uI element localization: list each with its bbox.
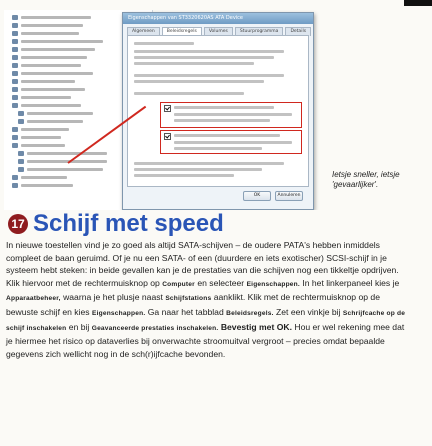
corner-tab	[404, 0, 432, 6]
body-text-part: In nieuwe toestellen vind je zo goed als altijd SATA-schijven – de oudere PATA's hebben inmiddels compleet de baan geruimd. Of je nu een SATA- of een (duurdere en iets exotischer) SCSI-schijf in je systeem hebt steken: in beide gevallen kan je de prestaties van die schijven nog een tikkeltje opdrijven. Klik hiervoor met de rechtermuisknop op	[6, 240, 399, 288]
body-text-part: Bevestig met	[220, 321, 275, 332]
body-text-part: en bij	[68, 321, 90, 332]
tree-row	[12, 134, 61, 141]
ui-term: Beleidsregels.	[226, 309, 274, 317]
tree-row	[12, 78, 75, 85]
tab-general[interactable]: Algemeen	[127, 27, 160, 36]
body-text-part: Hou er wel rekening mee dat je hiermee het risico op dataverlies bij onverwachte stroomuitval vergroot – precies omdat bepaalde gegevens zich wellicht nog in de sch(r)ijfcache bevonden.	[6, 321, 405, 359]
ui-term: Apparaatbeheer,	[6, 295, 61, 303]
dialog-title: Eigenschappen van ST3320620AS ATA Device	[123, 13, 313, 24]
tab-driver[interactable]: Stuurprogramma	[235, 27, 284, 36]
body-text	[6, 239, 406, 360]
tree-row	[18, 158, 107, 165]
text-line	[174, 134, 280, 137]
tree-row	[12, 142, 65, 149]
ui-term: Eigenschappen.	[246, 280, 300, 288]
tree-row	[12, 86, 85, 93]
text-line	[174, 141, 292, 144]
policies-panel	[127, 35, 309, 187]
text-line	[174, 113, 292, 116]
body-text-part: In het linkerpaneel kies je	[302, 277, 400, 288]
ok-button[interactable]: OK	[243, 191, 271, 201]
ui-term: Schrijfcache op de schijf inschakelen	[6, 309, 406, 332]
body-text-part: Ga naar het tabblad	[147, 306, 224, 317]
tree-row	[12, 126, 69, 133]
ui-term: Schijfstations	[165, 295, 212, 303]
text-line	[134, 50, 284, 53]
tree-row	[18, 150, 107, 157]
text-line	[134, 62, 254, 65]
tree-row	[18, 118, 83, 125]
tree-row	[12, 182, 73, 189]
ui-term: Computer	[162, 280, 195, 288]
cancel-button[interactable]: Annuleren	[275, 191, 303, 201]
tree-row	[12, 102, 81, 109]
ui-term: Eigenschappen.	[91, 309, 146, 317]
advanced-performance-checkbox[interactable]	[164, 133, 171, 140]
text-line	[134, 42, 194, 45]
tree-row	[12, 38, 103, 45]
text-line	[134, 80, 264, 83]
tab-volumes[interactable]: Volumes	[204, 27, 233, 36]
ok-term: OK.	[276, 321, 292, 332]
text-line	[134, 74, 284, 77]
text-line	[134, 162, 284, 165]
tree-row	[12, 174, 67, 181]
tree-row	[12, 46, 95, 53]
tree-row	[12, 14, 91, 21]
tree-row	[12, 30, 79, 37]
tree-row	[12, 54, 87, 61]
tab-details[interactable]: Details	[285, 27, 311, 36]
tree-row	[18, 110, 93, 117]
text-line	[134, 56, 274, 59]
text-line	[174, 106, 274, 109]
ui-term: Geavanceerde prestaties inschakelen.	[91, 324, 219, 332]
image-caption: Ietsje sneller, ietsje 'gevaarlijker'.	[332, 170, 400, 189]
body-text-part: waarna je het plusje naast	[63, 292, 163, 303]
body-text-part: en selecteer	[197, 277, 245, 288]
properties-dialog	[122, 12, 314, 210]
text-line	[134, 168, 262, 171]
tree-row	[12, 22, 83, 29]
text-line	[174, 147, 262, 150]
tree-row	[12, 70, 93, 77]
tree-row	[18, 166, 103, 173]
body-text-part: aanklikt. Klik met de rechtermuisknop op de bewuste schijf en kies	[6, 292, 380, 317]
tree-row	[12, 94, 71, 101]
embedded-screenshot	[4, 10, 324, 210]
tab-policies[interactable]: Beleidsregels	[162, 27, 202, 36]
body-text-part: Zet een vinkje bij	[276, 306, 341, 317]
text-line	[174, 119, 270, 122]
section-number-badge: 17	[8, 214, 28, 234]
tree-row	[12, 62, 81, 69]
write-cache-checkbox[interactable]	[164, 105, 171, 112]
text-line	[134, 92, 244, 95]
section-heading: Schijf met speed	[33, 210, 224, 237]
text-line	[134, 174, 234, 177]
